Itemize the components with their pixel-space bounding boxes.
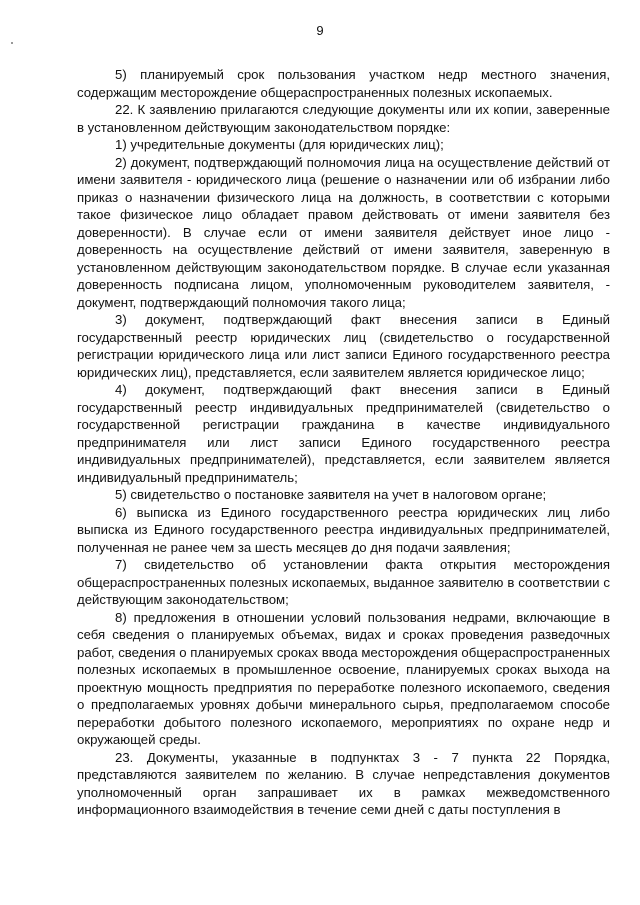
document-body [77, 66, 610, 819]
paragraph-22-4: 4) документ, подтверждающий факт внесения записи в Единый государственный реестр индивидуальных предпринимателей (свидетельство о государственной регистрации гражданина в качестве индивидуального предпринимателя или лист записи Единого государственного реестра индивидуальных предпринимателей), представляется, если заявителем является индивидуальный предприниматель; [77, 382, 610, 485]
paragraph-22-6: 6) выписка из Единого государственного реестра юридических лиц либо выписка из Единого государственного реестра индивидуальных предпринимателей, полученная не ранее чем за шесть месяцев до дня подачи заявления; [77, 504, 610, 555]
paragraph-23: 23. Документы, указанные в подпунктах 3 - 7 пункта 22 Порядка, представляются заявителем по желанию. В случае непредставления документов уполномоченный орган запрашивает их в рамках межведомственного информационного взаимодействия в течение семи дней с даты поступления в [77, 749, 610, 817]
paragraph-item-5-term: 5) планируемый срок пользования участком недр местного значения, содержащим месторождение общераспространенных полезных ископаемых. [77, 67, 610, 100]
paragraph-22-intro: 22. К заявлению прилагаются следующие документы или их копии, заверенные в установленном действующим законодательством порядке: [77, 102, 610, 135]
page-number: 9 [316, 23, 324, 38]
paragraph-22-5: 5) свидетельство о постановке заявителя на учет в налоговом органе; [115, 487, 547, 502]
paragraph-22-1: 1) учредительные документы (для юридических лиц); [115, 137, 444, 152]
scan-speck [11, 42, 13, 44]
paragraph-22-3: 3) документ, подтверждающий факт внесения записи в Единый государственный реестр юридических лиц (свидетельство о государственной регистрации юридического лица или лист записи Единого государственного реестра юридических лиц), представляется, если заявителем является юридическое лицо; [77, 312, 610, 380]
paragraph-22-8: 8) предложения в отношении условий пользования недрами, включающие в себя сведения о планируемых объемах, видах и сроках проведения разведочных работ, сведения о планируемых сроках ввода месторождения общераспространенных полезных ископаемых в промышленное освоение, планируемых сроках выхода на проектную мощность предприятия по переработке полезного ископаемого, сведения о предполагаемых уровнях добычи минерального сырья, предполагаемом способе переработки добытого полезного ископаемого, мероприятиях по охране недр и окружающей среды. [77, 609, 610, 747]
paragraph-22-2: 2) документ, подтверждающий полномочия лица на осуществление действий от имени заявителя - юридического лица (решение о назначении или об избрании либо приказ о назначении физического лица на должность, в соответствии с которыми такое физическое лицо обладает правом действовать от имени заявителя без доверенности). В случае если от имени заявителя действует иное лицо - доверенность на осуществление действий от имени заявителя, заверенную в установленном действующим законодательством порядке. В случае если указанная доверенность подписана лицом, уполномоченным руководителем заявителя, - документ, подтверждающий полномочия такого лица; [77, 154, 610, 310]
paragraph-22-7: 7) свидетельство об установлении факта открытия месторождения общераспространенных полезных ископаемых, выданное заявителю в соответствии с действующим законодательством; [77, 557, 610, 607]
